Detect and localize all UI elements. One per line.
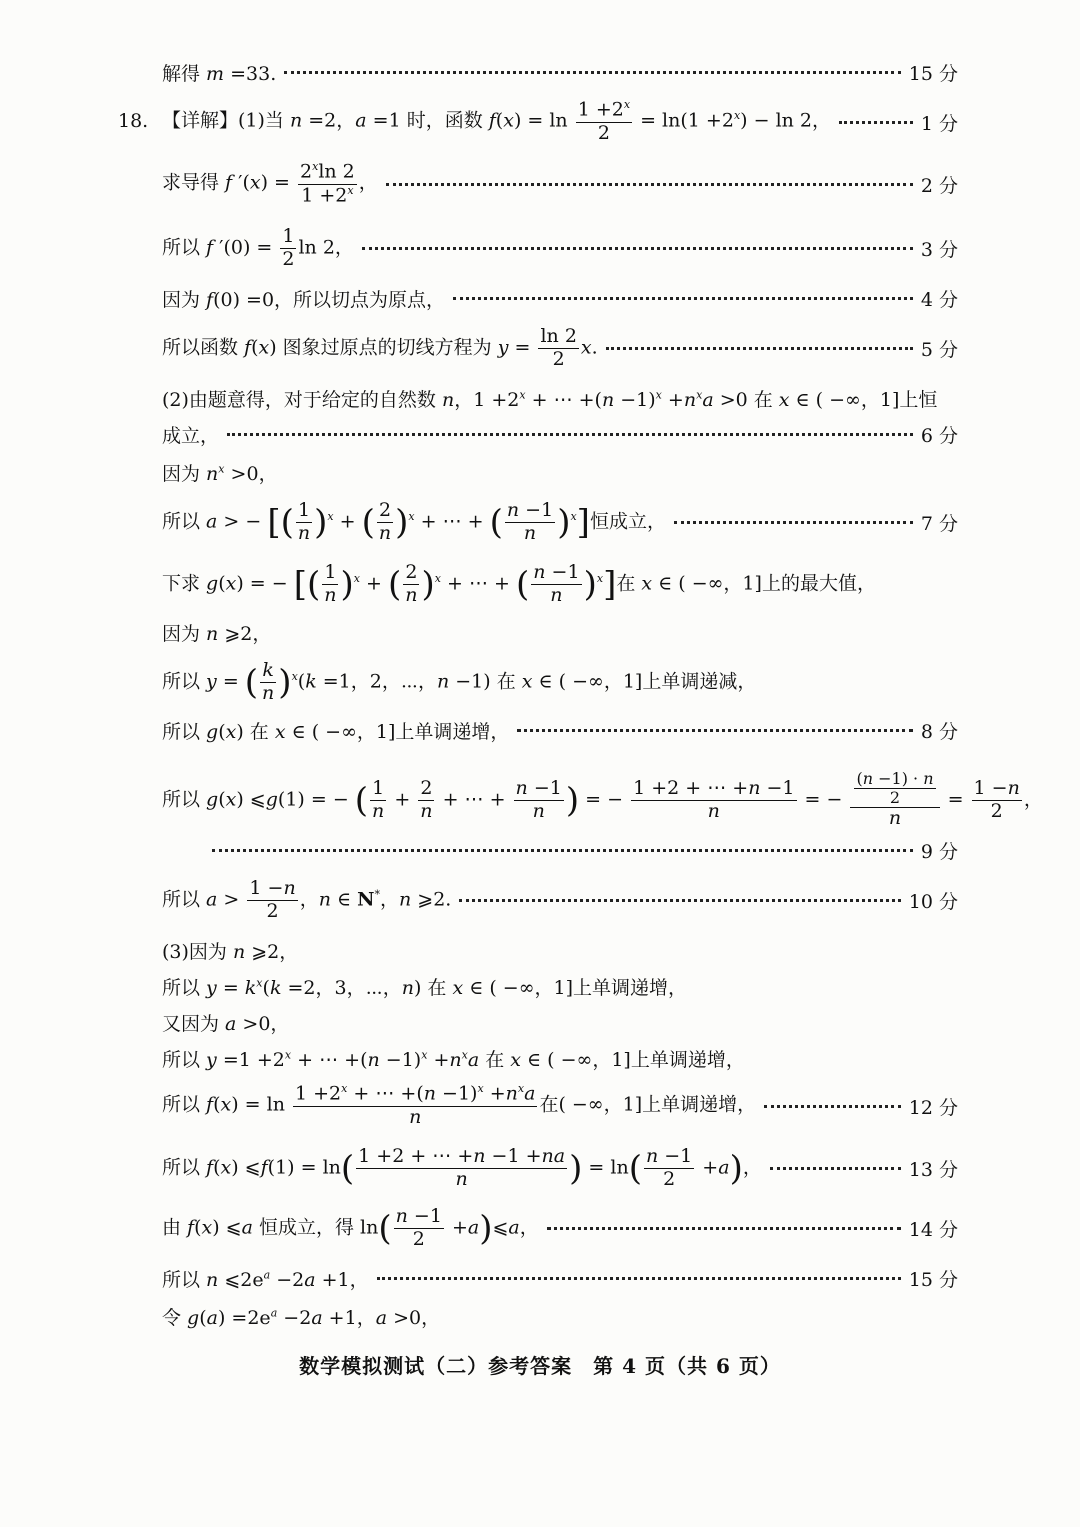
answer-line: 所以 f(x) = ln $\frac{1 +2^x + \cdots +(n -1)^x +n^xa}{n}$ 在( −∞，1]上单调递增， 12 分 [162, 1082, 958, 1128]
answer-line: (2)由题意得，对于给定的自然数 n，$1 +2^x$ + ⋯ $+(n -1)^x +n^xa >0$ 在 x ∈ ( −∞，1]上恒 [162, 388, 938, 411]
score: 6 分 [920, 424, 958, 447]
score: 9 分 [920, 840, 958, 863]
score: 2 分 [920, 174, 958, 197]
answer-line: 因为 n ⩾2， [162, 622, 272, 645]
answer-line: (3)因为 n ⩾2， [162, 940, 299, 963]
answer-line: 由 f(x) ⩽a 恒成立，得 ln( $\frac{n -1}{2}$ +a)⩽a， 14 分 [162, 1204, 958, 1250]
leader-dots [517, 729, 912, 732]
score: 15 分 [908, 62, 958, 85]
leader-dots [362, 247, 913, 250]
leader-dots [606, 347, 913, 350]
leader-dots [459, 899, 900, 902]
page-footer: 数学模拟测试（二）参考答案 第 4 页（共 6 页） [299, 1354, 781, 1378]
score: 7 分 [920, 512, 958, 535]
leader-dots [674, 521, 913, 524]
answer-line: 所以 g(x) 在 x ∈ ( −∞，1]上单调递增， 8 分 [162, 704, 958, 756]
answer-line: 所以 a > − [( $\frac{1}{n}$ )$^x$ + ( $\frac{2}{n}$ )$^x$ + ⋯ + ( $\frac{n -1}{n}$ )$^x$]恒成立， 7 分 [162, 498, 958, 544]
answer-line: 又因为 a >0， [162, 1012, 290, 1035]
answer-line: 所以 f ′(0) = $\frac{1}{2}$ ln 2， 3 分 [162, 224, 958, 270]
answer-line: 所以函数 f(x) 图象过原点的切线方程为 y = $\frac{\ln 2}{2}$ x. 5 分 [162, 324, 958, 370]
answer-line: 所以 a > $\frac{1 -n}{2}$ ，n ∈ N*，n ⩾2. 10 分 [162, 876, 958, 922]
answer-line: 因为 $n^x >0$， [162, 462, 278, 485]
answer-line: 下求 g(x) = − [( $\frac{1}{n}$ )$^x$ + ( $\frac{2}{n}$ )$^x$ + ⋯ + ( $\frac{n -1}{n}$ )$^x$]在 x ∈ ( −∞，1]上的最大值， [162, 560, 876, 606]
answer-line: 所以 g(x) ⩽g(1) = − ( $\frac{1}{n}$ + $\frac{2}{n}$ + ⋯ + $\frac{n -1}{n}$ ) = − $\frac{1 +2 + \cdots +n -1}{n}$ = − $\frac{\frac{(n -1) \cdot n}{2}}{n}$ = $\frac{1 -n}{2}$ ， [162, 768, 1043, 830]
score: 10 分 [908, 890, 958, 913]
score: 4 分 [920, 288, 958, 311]
score: 15 分 [908, 1268, 958, 1291]
leader-dots [547, 1227, 901, 1230]
leader-dots [377, 1277, 901, 1280]
score: 8 分 [920, 720, 958, 743]
leader-dots [284, 71, 901, 74]
answer-line: 求导得 f ′(x) = $\frac{2^x\ln 2}{1 +2^x}$ ， 2 分 [162, 160, 958, 206]
answer-line: 成立， 6 分 [162, 408, 958, 460]
score: 5 分 [920, 338, 958, 361]
answer-line: 所以 n $⩽2e^a -2a +1$， 15 分 [162, 1252, 958, 1304]
leader-dots [764, 1105, 901, 1108]
answer-line: 所以 f(x) ⩽f(1) = ln( $\frac{1 +2 + \cdots +n -1 +na}{n}$ ) = ln( $\frac{n -1}{2}$ +a)， 13 分 [162, 1144, 958, 1190]
answer-line: 因为 f(0) =0，所以切点为原点， 4 分 [162, 272, 958, 324]
answer-line: 所以 $y =1 +2^x$ + ⋯ $+(n -1)^x +n^xa$ 在 x ∈ ( −∞，1]上单调递增， [162, 1048, 745, 1071]
leader-dots [386, 183, 913, 186]
leader-dots [227, 433, 913, 436]
answer-line: 所以 y = ( $\frac{k}{n}$ )$^x$(k =1，2，⋯，n −1) 在 x ∈ ( −∞，1]上单调递减， [162, 658, 757, 704]
score: 13 分 [908, 1158, 958, 1181]
score: 12 分 [908, 1096, 958, 1119]
score: 14 分 [908, 1218, 958, 1241]
leader-dots [453, 297, 913, 300]
answer-line: 所以 $y = k^x(k =2$，3，⋯，n) 在 x ∈ ( −∞，1]上单调递增， [162, 976, 688, 999]
leader-dots [839, 121, 913, 124]
answer-line: 令 $g(a) =2e^a -2a +1$，a >0， [162, 1306, 441, 1329]
answer-line [212, 824, 958, 876]
question-number: 18. [118, 110, 149, 132]
score: 1 分 [920, 112, 958, 135]
leader-dots [212, 849, 913, 852]
leader-dots [770, 1167, 901, 1170]
score: 3 分 [920, 238, 958, 261]
answer-line: 解得 m =33. 15 分 [162, 46, 958, 98]
answer-line: 【详解】(1)当 n =2，a =1 时，函数 f(x) = ln $\frac{1 +2^x}{2}$ = $\ln(1 +2^x) - \ln 2$， 1 分 [162, 98, 958, 144]
